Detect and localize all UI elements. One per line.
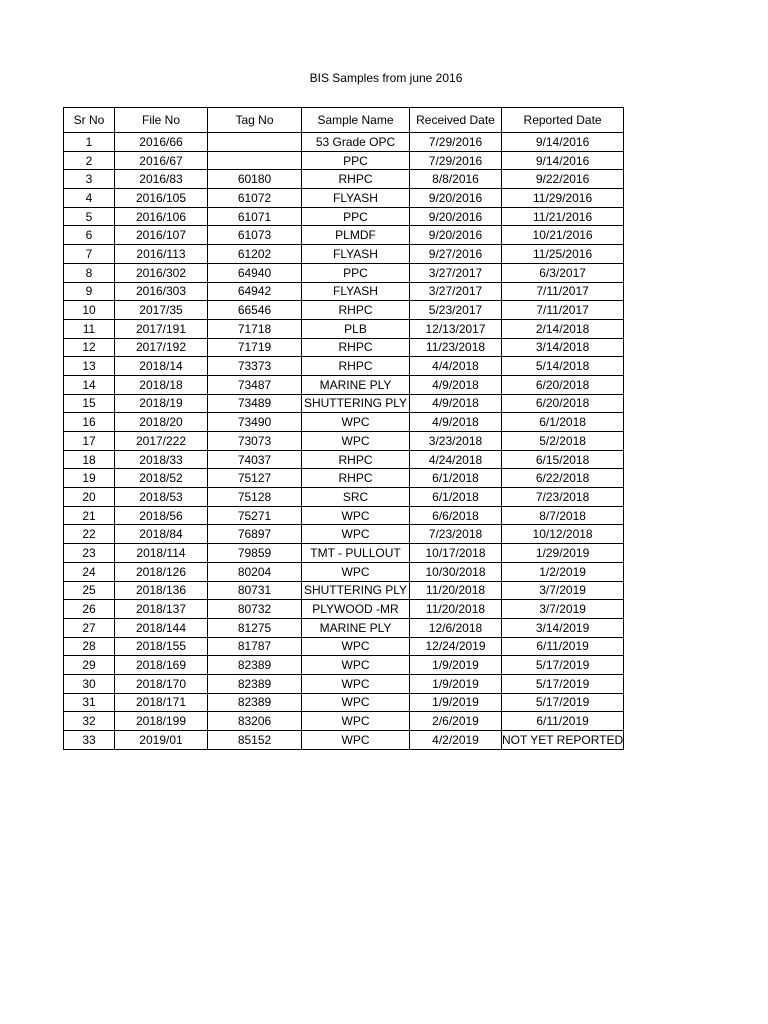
cell-reported-date: 9/14/2016 [502,151,624,170]
cell-reported-date: 5/14/2018 [502,357,624,376]
cell-sample-name: MARINE PLY [302,618,410,637]
cell-reported-date: NOT YET REPORTED [502,731,624,750]
cell-tag-no: 82389 [208,693,302,712]
cell-received-date: 1/9/2019 [410,693,502,712]
cell-file-no: 2016/106 [115,207,208,226]
samples-table [63,107,624,750]
cell-sample-name: SHUTTERING PLY [302,581,410,600]
cell-received-date: 12/13/2017 [410,319,502,338]
cell-sr-no: 9 [64,282,115,301]
table-row [64,133,624,152]
table-row [64,506,624,525]
cell-received-date: 6/1/2018 [410,488,502,507]
cell-reported-date: 5/17/2019 [502,674,624,693]
cell-sample-name: RHPC [302,469,410,488]
table-row [64,562,624,581]
cell-tag-no [208,133,302,152]
cell-sr-no: 16 [64,413,115,432]
cell-sr-no: 24 [64,562,115,581]
cell-sample-name: WPC [302,562,410,581]
cell-received-date: 4/4/2018 [410,357,502,376]
header-reported-date: Reported Date [502,108,624,133]
cell-sr-no: 14 [64,375,115,394]
cell-received-date: 9/20/2016 [410,226,502,245]
cell-received-date: 3/27/2017 [410,263,502,282]
table-row [64,375,624,394]
header-sample-name: Sample Name [302,108,410,133]
cell-sample-name: SRC [302,488,410,507]
cell-sample-name: PPC [302,263,410,282]
cell-sample-name: FLYASH [302,189,410,208]
cell-received-date: 9/20/2016 [410,207,502,226]
cell-sr-no: 19 [64,469,115,488]
table-row [64,488,624,507]
cell-sample-name: TMT - PULLOUT [302,544,410,563]
cell-sample-name: WPC [302,637,410,656]
table-row [64,189,624,208]
header-tag-no: Tag No [208,108,302,133]
cell-reported-date: 10/21/2016 [502,226,624,245]
cell-sr-no: 28 [64,637,115,656]
cell-reported-date: 2/14/2018 [502,319,624,338]
cell-sample-name: WPC [302,693,410,712]
table-row [64,618,624,637]
table-body [64,133,624,750]
cell-tag-no: 66546 [208,301,302,320]
table-row [64,151,624,170]
cell-tag-no: 82389 [208,656,302,675]
cell-tag-no: 82389 [208,674,302,693]
cell-tag-no: 85152 [208,731,302,750]
cell-sr-no: 10 [64,301,115,320]
table-row [64,301,624,320]
cell-sr-no: 31 [64,693,115,712]
cell-reported-date: 11/29/2016 [502,189,624,208]
cell-received-date: 1/9/2019 [410,656,502,675]
cell-file-no: 2017/222 [115,432,208,451]
cell-file-no: 2018/53 [115,488,208,507]
cell-reported-date: 11/21/2016 [502,207,624,226]
cell-sr-no: 21 [64,506,115,525]
cell-file-no: 2018/137 [115,600,208,619]
cell-reported-date: 6/20/2018 [502,394,624,413]
cell-sr-no: 25 [64,581,115,600]
cell-tag-no: 76897 [208,525,302,544]
cell-sr-no: 15 [64,394,115,413]
header-received-date: Received Date [410,108,502,133]
cell-received-date: 8/8/2016 [410,170,502,189]
cell-tag-no: 61073 [208,226,302,245]
table-row [64,394,624,413]
cell-tag-no: 80731 [208,581,302,600]
cell-received-date: 10/30/2018 [410,562,502,581]
cell-received-date: 7/29/2016 [410,151,502,170]
table-row [64,338,624,357]
cell-reported-date: 6/3/2017 [502,263,624,282]
cell-file-no: 2018/169 [115,656,208,675]
cell-tag-no: 71719 [208,338,302,357]
cell-sr-no: 4 [64,189,115,208]
cell-sr-no: 18 [64,450,115,469]
cell-reported-date: 8/7/2018 [502,506,624,525]
table-row [64,469,624,488]
cell-tag-no: 61202 [208,245,302,264]
table-row [64,319,624,338]
cell-file-no: 2016/302 [115,263,208,282]
cell-received-date: 9/27/2016 [410,245,502,264]
cell-received-date: 11/20/2018 [410,600,502,619]
table-row [64,357,624,376]
cell-sr-no: 33 [64,731,115,750]
header-sr-no: Sr No [64,108,115,133]
cell-file-no: 2018/18 [115,375,208,394]
table-row [64,245,624,264]
cell-sample-name: FLYASH [302,282,410,301]
table-row [64,674,624,693]
cell-file-no: 2018/14 [115,357,208,376]
cell-received-date: 7/23/2018 [410,525,502,544]
table-row [64,282,624,301]
cell-tag-no: 75128 [208,488,302,507]
cell-sr-no: 32 [64,712,115,731]
cell-reported-date: 3/14/2018 [502,338,624,357]
cell-received-date: 10/17/2018 [410,544,502,563]
cell-file-no: 2016/83 [115,170,208,189]
cell-file-no: 2018/155 [115,637,208,656]
cell-reported-date: 3/7/2019 [502,600,624,619]
cell-file-no: 2019/01 [115,731,208,750]
cell-sr-no: 29 [64,656,115,675]
cell-reported-date: 6/11/2019 [502,637,624,656]
cell-tag-no: 60180 [208,170,302,189]
cell-sample-name: RHPC [302,301,410,320]
cell-reported-date: 10/12/2018 [502,525,624,544]
cell-sr-no: 5 [64,207,115,226]
cell-sample-name: WPC [302,731,410,750]
table-row [64,600,624,619]
cell-sr-no: 6 [64,226,115,245]
cell-reported-date: 9/14/2016 [502,133,624,152]
cell-received-date: 4/9/2018 [410,413,502,432]
cell-reported-date: 5/2/2018 [502,432,624,451]
cell-tag-no: 75271 [208,506,302,525]
cell-sample-name: WPC [302,656,410,675]
cell-tag-no: 61072 [208,189,302,208]
cell-sr-no: 2 [64,151,115,170]
cell-sr-no: 12 [64,338,115,357]
cell-received-date: 4/2/2019 [410,731,502,750]
cell-file-no: 2016/67 [115,151,208,170]
table-row [64,637,624,656]
sheet-title: BIS Samples from june 2016 [309,71,463,85]
cell-file-no: 2018/114 [115,544,208,563]
cell-sr-no: 7 [64,245,115,264]
table-row [64,656,624,675]
cell-sr-no: 8 [64,263,115,282]
cell-sample-name: PLYWOOD -MR [302,600,410,619]
table-row [64,712,624,731]
cell-reported-date: 7/11/2017 [502,301,624,320]
cell-received-date: 11/20/2018 [410,581,502,600]
cell-received-date: 4/24/2018 [410,450,502,469]
cell-received-date: 12/24/2019 [410,637,502,656]
cell-sample-name: WPC [302,674,410,693]
cell-sr-no: 11 [64,319,115,338]
cell-received-date: 3/23/2018 [410,432,502,451]
cell-sample-name: RHPC [302,338,410,357]
cell-sr-no: 13 [64,357,115,376]
cell-file-no: 2017/191 [115,319,208,338]
cell-sample-name: FLYASH [302,245,410,264]
cell-sr-no: 26 [64,600,115,619]
cell-tag-no: 75127 [208,469,302,488]
cell-file-no: 2016/113 [115,245,208,264]
cell-file-no: 2018/52 [115,469,208,488]
cell-received-date: 7/29/2016 [410,133,502,152]
cell-reported-date: 11/25/2016 [502,245,624,264]
cell-received-date: 4/9/2018 [410,375,502,394]
cell-sr-no: 30 [64,674,115,693]
cell-tag-no: 80204 [208,562,302,581]
cell-tag-no: 73489 [208,394,302,413]
cell-sample-name: WPC [302,712,410,731]
cell-tag-no: 80732 [208,600,302,619]
cell-sample-name: SHUTTERING PLY [302,394,410,413]
cell-sr-no: 23 [64,544,115,563]
cell-file-no: 2018/171 [115,693,208,712]
cell-received-date: 11/23/2018 [410,338,502,357]
cell-tag-no: 73487 [208,375,302,394]
cell-sample-name: WPC [302,432,410,451]
cell-reported-date: 6/20/2018 [502,375,624,394]
cell-sample-name: RHPC [302,450,410,469]
table-row [64,207,624,226]
cell-tag-no [208,151,302,170]
cell-sample-name: WPC [302,413,410,432]
cell-file-no: 2018/199 [115,712,208,731]
table-row [64,170,624,189]
cell-file-no: 2018/84 [115,525,208,544]
cell-tag-no: 73373 [208,357,302,376]
cell-file-no: 2018/20 [115,413,208,432]
cell-sample-name: PLMDF [302,226,410,245]
cell-sample-name: MARINE PLY [302,375,410,394]
cell-tag-no: 61071 [208,207,302,226]
cell-sample-name: WPC [302,525,410,544]
cell-tag-no: 83206 [208,712,302,731]
table-row [64,581,624,600]
cell-received-date: 5/23/2017 [410,301,502,320]
cell-received-date: 9/20/2016 [410,189,502,208]
cell-sample-name: WPC [302,506,410,525]
cell-reported-date: 6/11/2019 [502,712,624,731]
cell-file-no: 2018/136 [115,581,208,600]
cell-sr-no: 3 [64,170,115,189]
cell-reported-date: 6/1/2018 [502,413,624,432]
cell-file-no: 2018/144 [115,618,208,637]
cell-tag-no: 74037 [208,450,302,469]
table-row [64,731,624,750]
cell-file-no: 2016/66 [115,133,208,152]
cell-reported-date: 9/22/2016 [502,170,624,189]
cell-sample-name: PPC [302,207,410,226]
cell-file-no: 2017/35 [115,301,208,320]
cell-sr-no: 17 [64,432,115,451]
cell-tag-no: 81275 [208,618,302,637]
cell-sample-name: 53 Grade OPC [302,133,410,152]
cell-sr-no: 20 [64,488,115,507]
cell-reported-date: 5/17/2019 [502,693,624,712]
cell-reported-date: 6/22/2018 [502,469,624,488]
header-row [64,108,624,133]
table-row [64,544,624,563]
cell-file-no: 2016/105 [115,189,208,208]
table-row [64,263,624,282]
cell-file-no: 2017/192 [115,338,208,357]
table-row [64,450,624,469]
cell-file-no: 2018/170 [115,674,208,693]
header-file-no: File No [115,108,208,133]
table-row [64,525,624,544]
table-row [64,226,624,245]
table-row [64,432,624,451]
table-row [64,413,624,432]
cell-received-date: 6/1/2018 [410,469,502,488]
cell-reported-date: 6/15/2018 [502,450,624,469]
cell-sr-no: 27 [64,618,115,637]
cell-sample-name: PPC [302,151,410,170]
cell-reported-date: 1/2/2019 [502,562,624,581]
cell-sample-name: PLB [302,319,410,338]
cell-file-no: 2018/56 [115,506,208,525]
cell-sr-no: 1 [64,133,115,152]
cell-received-date: 6/6/2018 [410,506,502,525]
cell-received-date: 12/6/2018 [410,618,502,637]
cell-file-no: 2016/107 [115,226,208,245]
cell-sample-name: RHPC [302,170,410,189]
cell-sample-name: RHPC [302,357,410,376]
cell-received-date: 4/9/2018 [410,394,502,413]
cell-file-no: 2016/303 [115,282,208,301]
cell-tag-no: 71718 [208,319,302,338]
cell-received-date: 1/9/2019 [410,674,502,693]
cell-reported-date: 7/11/2017 [502,282,624,301]
cell-reported-date: 7/23/2018 [502,488,624,507]
cell-tag-no: 64942 [208,282,302,301]
cell-tag-no: 73490 [208,413,302,432]
cell-file-no: 2018/33 [115,450,208,469]
cell-reported-date: 5/17/2019 [502,656,624,675]
cell-reported-date: 3/14/2019 [502,618,624,637]
cell-tag-no: 64940 [208,263,302,282]
cell-file-no: 2018/19 [115,394,208,413]
cell-received-date: 2/6/2019 [410,712,502,731]
cell-tag-no: 79859 [208,544,302,563]
cell-file-no: 2018/126 [115,562,208,581]
cell-reported-date: 1/29/2019 [502,544,624,563]
table-row [64,693,624,712]
cell-reported-date: 3/7/2019 [502,581,624,600]
cell-received-date: 3/27/2017 [410,282,502,301]
cell-tag-no: 81787 [208,637,302,656]
cell-tag-no: 73073 [208,432,302,451]
cell-sr-no: 22 [64,525,115,544]
